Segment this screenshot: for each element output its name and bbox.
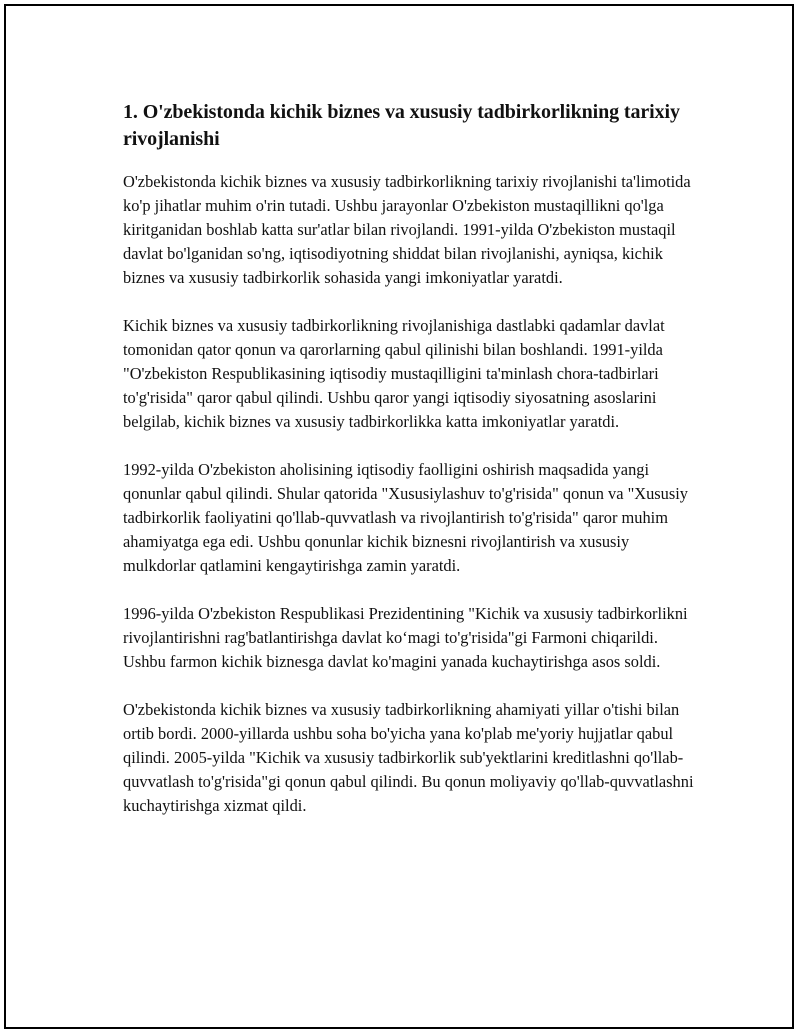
document-title: 1. O'zbekistonda kichik biznes va xususiy tadbirkorlikning tarixiy rivojlanishi xyxy=(123,101,680,150)
paragraph: O'zbekistonda kichik biznes va xususiy tadbirkorlikning ahamiyati yillar o'tishi bilan ortib bordi. 2000-yillarda ushbu soha bo'yicha yana ko'plab me'yoriy hujjatlar qabul qilindi. 2005-yilda "Kichik va xususiy tadbirkorlik sub'yektlarini kreditlashni qo'llab-quvvatlash to'g'risida"gi qonun qabul qilindi. Bu qonun moliyaviy qo'llab-quvvatlashni kuchaytirishga xizmat qildi. xyxy=(123,700,694,815)
page-frame xyxy=(4,4,794,1029)
paragraph: Kichik biznes va xususiy tadbirkorlikning rivojlanishiga dastlabki qadamlar davlat tomonidan qator qonun va qarorlarning qabul qilinishi bilan boshlandi. 1991-yilda "O'zbekiston Respublikasining iqtisodiy mustaqilligini ta'minlash chora-tadbirlari to'g'risida" qaror qabul qilindi. Ushbu qaror yangi iqtisodiy siyosatning asoslarini belgilab, kichik biznes va xususiy tadbirkorlikka katta imkoniyatlar yaratdi. xyxy=(123,316,665,431)
paragraph: O'zbekistonda kichik biznes va xususiy tadbirkorlikning tarixiy rivojlanishi ta'limotida ko'p jihatlar muhim o'rin tutadi. Ushbu jarayonlar O'zbekiston mustaqillikni qo'lga kiritganidan boshlab katta sur'atlar bilan rivojlandi. 1991-yilda O'zbekiston mustaqil davlat bo'lganidan so'ng, iqtisodiyotning shiddat bilan rivojlanishi, ayniqsa, kichik biznes va xususiy tadbirkorlik sohasida yangi imkoniyatlar yaratdi. xyxy=(123,172,691,287)
paragraph: 1996-yilda O'zbekiston Respublikasi Prezidentining "Kichik va xususiy tadbirkorlikni rivojlantirishni rag'batlantirishga davlat ko‘magi to'g'risida"gi Farmoni chiqarildi. Ushbu farmon kichik biznesga davlat ko'magini yanada kuchaytirishga asos soldi. xyxy=(123,604,688,671)
document-body xyxy=(123,99,703,842)
paragraph: 1992-yilda O'zbekiston aholisining iqtisodiy faolligini oshirish maqsadida yangi qonunlar qabul qilindi. Shular qatorida "Xususiylashuv to'g'risida" qonun va "Xususiy tadbirkorlik faoliyatini qo'llab-quvvatlash va rivojlantirish to'g'risida" qaror muhim ahamiyatga ega edi. Ushbu qonunlar kichik biznesni rivojlantirish va xususiy mulkdorlar qatlamini kengaytirishga zamin yaratdi. xyxy=(123,460,688,575)
